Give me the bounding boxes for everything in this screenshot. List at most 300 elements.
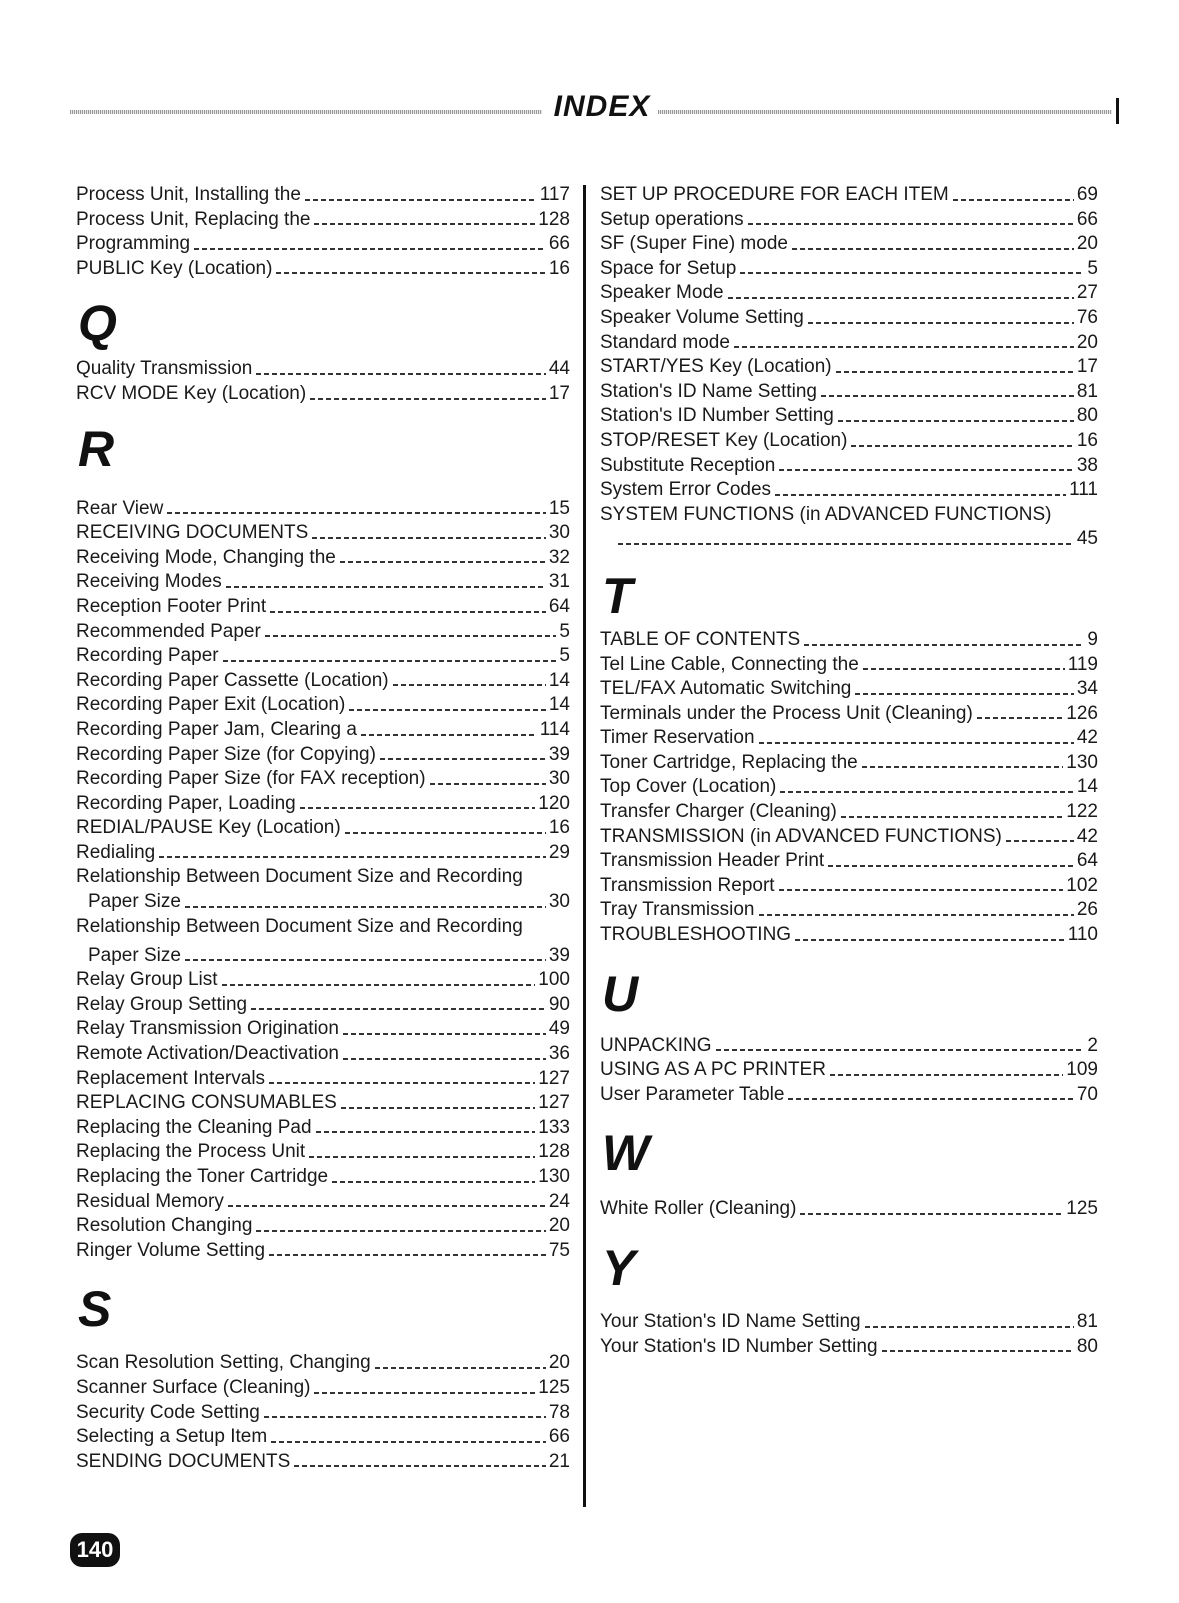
index-entry bbox=[600, 1034, 1098, 1059]
index-entry bbox=[76, 1042, 570, 1067]
index-term: Recommended Paper bbox=[76, 620, 261, 642]
index-term: START/YES Key (Location) bbox=[600, 356, 832, 378]
index-page-number: 102 bbox=[1066, 874, 1098, 896]
dot-leader bbox=[836, 371, 1074, 373]
index-page-number: 16 bbox=[548, 257, 570, 279]
index-entry bbox=[600, 478, 1098, 503]
index-entry bbox=[600, 429, 1098, 454]
index-term: Relay Group Setting bbox=[76, 993, 248, 1015]
dot-leader bbox=[256, 1230, 545, 1232]
dot-leader bbox=[332, 1181, 535, 1183]
index-entry bbox=[76, 232, 570, 257]
index-entry bbox=[76, 357, 570, 382]
dot-leader bbox=[310, 398, 546, 400]
index-page-number: 69 bbox=[1076, 184, 1098, 205]
dot-leader bbox=[841, 816, 1063, 818]
index-entry bbox=[600, 1197, 1098, 1222]
index-term: Recording Paper bbox=[76, 645, 219, 667]
dot-leader bbox=[256, 373, 546, 375]
dot-leader bbox=[759, 742, 1074, 744]
index-entry bbox=[600, 923, 1098, 948]
index-page-number: 14 bbox=[548, 669, 570, 691]
dot-leader bbox=[271, 1441, 546, 1443]
index-entry bbox=[600, 331, 1098, 356]
index-entry bbox=[600, 775, 1098, 800]
index-term: Reception Footer Print bbox=[76, 595, 267, 617]
dot-leader bbox=[361, 734, 537, 736]
index-page-number: 5 bbox=[1087, 257, 1098, 279]
index-page-number: 125 bbox=[538, 1376, 570, 1398]
index-entry bbox=[600, 825, 1098, 850]
index-term: RCV MODE Key (Location) bbox=[76, 382, 307, 404]
index-term: Receiving Mode, Changing the bbox=[76, 546, 336, 568]
index-term: Security Code Setting bbox=[76, 1401, 260, 1423]
index-entry bbox=[600, 874, 1098, 899]
index-page-number: 42 bbox=[1076, 727, 1098, 749]
index-term: Replacing the Process Unit bbox=[76, 1141, 306, 1163]
index-entry bbox=[600, 183, 1098, 208]
page-number-badge: 140 bbox=[70, 1533, 120, 1567]
index-entry bbox=[76, 669, 570, 694]
index-page-number: 31 bbox=[548, 571, 570, 593]
index-term: Your Station's ID Number Setting bbox=[600, 1335, 878, 1357]
index-entry bbox=[76, 570, 570, 595]
index-entry bbox=[600, 1335, 1098, 1360]
index-term: Programming bbox=[76, 233, 191, 255]
index-page-number: 17 bbox=[548, 382, 570, 404]
index-page-number: 122 bbox=[1066, 801, 1098, 823]
index-term: Terminals under the Process Unit (Cleaning) bbox=[600, 702, 973, 724]
index-page-number: 81 bbox=[1076, 1311, 1098, 1332]
index-page-number: 81 bbox=[1076, 380, 1098, 402]
index-term: TABLE OF CONTENTS bbox=[600, 628, 801, 650]
index-term: Process Unit, Replacing the bbox=[76, 208, 311, 230]
index-term: UNPACKING bbox=[600, 1034, 712, 1056]
left-column bbox=[76, 183, 570, 1474]
index-term: User Parameter Table bbox=[600, 1083, 785, 1105]
header-end-bar bbox=[1116, 98, 1119, 124]
section-letter-q: Q bbox=[78, 295, 117, 352]
dot-leader bbox=[882, 1350, 1074, 1352]
index-page-number: 80 bbox=[1076, 405, 1098, 427]
dot-leader bbox=[851, 445, 1073, 447]
index-term: Setup operations bbox=[600, 208, 744, 230]
index-entry bbox=[76, 915, 570, 969]
index-page-number: 120 bbox=[538, 792, 570, 814]
dot-leader bbox=[788, 1098, 1073, 1100]
dot-leader bbox=[779, 889, 1064, 891]
index-group-t bbox=[600, 628, 1098, 948]
index-entry bbox=[600, 800, 1098, 825]
dot-leader bbox=[393, 684, 546, 686]
index-entry bbox=[76, 595, 570, 620]
index-entry bbox=[76, 183, 570, 208]
dot-leader bbox=[185, 959, 546, 961]
index-entry bbox=[76, 1091, 570, 1116]
index-term: Recording Paper Jam, Clearing a bbox=[76, 718, 357, 740]
index-entry bbox=[600, 404, 1098, 429]
index-entry bbox=[600, 1058, 1098, 1083]
index-term: TROUBLESHOOTING bbox=[600, 924, 792, 946]
dot-leader bbox=[340, 561, 546, 563]
index-term: Quality Transmission bbox=[76, 358, 253, 380]
index-term: RECEIVING DOCUMENTS bbox=[76, 522, 309, 544]
index-page-number: 16 bbox=[1076, 429, 1098, 451]
index-entry bbox=[76, 968, 570, 993]
index-term: SYSTEM FUNCTIONS (in ADVANCED FUNCTIONS) bbox=[600, 503, 1052, 525]
dot-leader bbox=[269, 1082, 535, 1084]
index-page-number: 30 bbox=[548, 522, 570, 544]
index-entry bbox=[76, 841, 570, 866]
index-page-number: 64 bbox=[548, 595, 570, 617]
index-entry bbox=[600, 306, 1098, 331]
section-letter-r: R bbox=[78, 420, 115, 477]
index-group-s-cont bbox=[600, 183, 1098, 503]
index-term: REPLACING CONSUMABLES bbox=[76, 1092, 337, 1114]
index-entry bbox=[600, 726, 1098, 751]
section-letter-s: S bbox=[78, 1281, 112, 1338]
index-group-r-a bbox=[76, 497, 570, 866]
index-term: Your Station's ID Name Setting bbox=[600, 1311, 861, 1332]
index-entry bbox=[76, 257, 570, 282]
dot-leader bbox=[222, 984, 536, 986]
index-page-number: 130 bbox=[1066, 751, 1098, 773]
dot-leader bbox=[734, 346, 1074, 348]
index-entry bbox=[76, 1017, 570, 1042]
index-group-w bbox=[600, 1197, 1098, 1222]
index-page-number: 21 bbox=[548, 1450, 570, 1472]
header-rule-right bbox=[658, 110, 1112, 114]
index-entry bbox=[76, 1450, 570, 1475]
index-page-number: 14 bbox=[548, 694, 570, 716]
index-page-number: 109 bbox=[1066, 1059, 1098, 1081]
index-entry bbox=[600, 702, 1098, 727]
index-entry bbox=[600, 355, 1098, 380]
index-term: Receiving Modes bbox=[76, 571, 222, 593]
index-page-number: 38 bbox=[1076, 454, 1098, 476]
index-page-number: 39 bbox=[548, 944, 570, 966]
index-entry bbox=[76, 1140, 570, 1165]
page-header bbox=[70, 90, 1120, 126]
section-letter-w: W bbox=[602, 1125, 650, 1182]
dot-leader bbox=[312, 537, 546, 539]
index-term: Replacement Intervals bbox=[76, 1067, 266, 1089]
dot-leader bbox=[830, 1074, 1063, 1076]
index-term: White Roller (Cleaning) bbox=[600, 1198, 797, 1220]
index-term-continued: Paper Size bbox=[88, 891, 181, 913]
dot-leader bbox=[276, 272, 545, 274]
index-page-number: 20 bbox=[1076, 331, 1098, 353]
index-term: Replacing the Cleaning Pad bbox=[76, 1116, 312, 1138]
index-term: Tel Line Cable, Connecting the bbox=[600, 653, 859, 675]
dot-leader bbox=[863, 668, 1065, 670]
index-page-number: 9 bbox=[1087, 628, 1098, 650]
index-page-number: 117 bbox=[539, 184, 570, 205]
index-page-number: 20 bbox=[548, 1352, 570, 1374]
dot-leader bbox=[270, 611, 546, 613]
index-group-p bbox=[76, 183, 570, 281]
index-entry bbox=[76, 644, 570, 669]
index-entry bbox=[76, 816, 570, 841]
dot-leader bbox=[380, 758, 546, 760]
index-page-number: 128 bbox=[538, 1141, 570, 1163]
index-entry bbox=[76, 1376, 570, 1401]
index-entry bbox=[76, 767, 570, 792]
index-term: Transfer Charger (Cleaning) bbox=[600, 801, 837, 823]
index-term: Relationship Between Document Size and Recording bbox=[76, 866, 523, 888]
index-page-number: 15 bbox=[548, 497, 570, 519]
dot-leader bbox=[251, 1008, 546, 1010]
index-entry bbox=[600, 281, 1098, 306]
index-term: Station's ID Name Setting bbox=[600, 380, 817, 402]
dot-leader bbox=[828, 865, 1074, 867]
index-entry bbox=[76, 1116, 570, 1141]
dot-leader bbox=[343, 1058, 546, 1060]
index-page-number: 100 bbox=[538, 969, 570, 991]
index-page-number: 110 bbox=[1067, 924, 1098, 946]
dot-leader bbox=[855, 693, 1074, 695]
index-group-u bbox=[600, 1034, 1098, 1108]
index-entry bbox=[600, 232, 1098, 257]
index-page-number: 125 bbox=[1066, 1198, 1098, 1220]
index-term: Recording Paper Size (for Copying) bbox=[76, 743, 376, 765]
index-page-number: 130 bbox=[538, 1166, 570, 1187]
index-entry bbox=[600, 849, 1098, 874]
index-page-number: 5 bbox=[559, 620, 570, 642]
index-term: Speaker Volume Setting bbox=[600, 306, 804, 328]
index-entry bbox=[76, 1351, 570, 1376]
dot-leader bbox=[977, 717, 1064, 719]
dot-leader bbox=[343, 1033, 546, 1035]
index-term: Residual Memory bbox=[76, 1190, 224, 1212]
dot-leader bbox=[228, 1205, 546, 1207]
dot-leader bbox=[779, 469, 1074, 471]
index-term: PUBLIC Key (Location) bbox=[76, 257, 273, 279]
index-entry bbox=[76, 693, 570, 718]
index-page-number: 44 bbox=[548, 358, 570, 380]
index-entry bbox=[76, 865, 570, 914]
index-entry bbox=[76, 1190, 570, 1215]
index-term: Selecting a Setup Item bbox=[76, 1426, 268, 1448]
index-group-s bbox=[76, 1351, 570, 1474]
dot-leader bbox=[780, 791, 1073, 793]
dot-leader bbox=[264, 1416, 546, 1418]
index-page-number: 39 bbox=[548, 743, 570, 765]
index-term: Replacing the Toner Cartridge bbox=[76, 1166, 329, 1187]
index-term: Scanner Surface (Cleaning) bbox=[76, 1376, 311, 1398]
index-page-number: 111 bbox=[1069, 479, 1098, 501]
dot-leader bbox=[223, 660, 557, 662]
index-term: Toner Cartridge, Replacing the bbox=[600, 751, 858, 773]
dot-leader bbox=[294, 1465, 546, 1467]
dot-leader bbox=[821, 395, 1074, 397]
index-term: Recording Paper Size (for FAX reception) bbox=[76, 768, 426, 790]
index-page-number: 29 bbox=[548, 841, 570, 863]
dot-leader bbox=[728, 297, 1074, 299]
dot-leader bbox=[265, 635, 557, 637]
dot-leader bbox=[800, 1213, 1063, 1215]
index-term: Space for Setup bbox=[600, 257, 737, 279]
index-page-number: 78 bbox=[548, 1401, 570, 1423]
index-entry bbox=[600, 257, 1098, 282]
dot-leader bbox=[804, 644, 1084, 646]
index-term: Transmission Report bbox=[600, 874, 775, 896]
dot-leader bbox=[795, 939, 1065, 941]
index-page-number: 14 bbox=[1076, 776, 1098, 798]
index-entry bbox=[600, 1310, 1098, 1335]
index-page-number: 128 bbox=[538, 208, 570, 230]
dot-leader bbox=[269, 1254, 546, 1256]
index-page-number: 24 bbox=[548, 1190, 570, 1212]
index-term: TRANSMISSION (in ADVANCED FUNCTIONS) bbox=[600, 825, 1002, 847]
index-term: Top Cover (Location) bbox=[600, 776, 777, 798]
dot-leader bbox=[953, 199, 1074, 201]
index-entry bbox=[600, 653, 1098, 678]
index-term: Transmission Header Print bbox=[600, 850, 825, 872]
index-term: Relay Group List bbox=[76, 969, 218, 991]
dot-leader bbox=[159, 856, 546, 858]
index-page-number: 127 bbox=[538, 1092, 570, 1114]
index-page-number: 70 bbox=[1076, 1083, 1098, 1105]
index-page-number: 76 bbox=[1076, 306, 1098, 328]
dot-leader bbox=[309, 1156, 535, 1158]
dot-leader bbox=[808, 322, 1074, 324]
index-page-number: 119 bbox=[1067, 653, 1098, 675]
index-page-number: 126 bbox=[1066, 702, 1098, 724]
dot-leader bbox=[775, 494, 1066, 496]
dot-leader bbox=[314, 223, 535, 225]
index-term: Standard mode bbox=[600, 331, 730, 353]
index-term: Substitute Reception bbox=[600, 454, 776, 476]
index-term: Process Unit, Installing the bbox=[76, 184, 301, 205]
dot-leader bbox=[345, 832, 546, 834]
index-entry bbox=[600, 208, 1098, 233]
dot-leader bbox=[838, 420, 1074, 422]
index-page-number: 75 bbox=[548, 1239, 570, 1261]
index-entry bbox=[600, 454, 1098, 479]
index-term: Recording Paper, Loading bbox=[76, 792, 296, 814]
dot-leader bbox=[185, 906, 546, 908]
index-page-number: 127 bbox=[538, 1067, 570, 1089]
index-page-number: 133 bbox=[538, 1116, 570, 1138]
index-page-number: 36 bbox=[548, 1043, 570, 1065]
index-term-continued: Paper Size bbox=[88, 944, 181, 966]
index-page-number: 80 bbox=[1076, 1335, 1098, 1357]
index-entry bbox=[76, 1165, 570, 1190]
dot-leader bbox=[792, 248, 1074, 250]
index-page-number: 66 bbox=[1076, 208, 1098, 230]
index-term: USING AS A PC PRINTER bbox=[600, 1059, 826, 1081]
dot-leader bbox=[618, 543, 1074, 545]
dot-leader bbox=[430, 783, 546, 785]
index-entry bbox=[600, 751, 1098, 776]
index-term: Relationship Between Document Size and Recording bbox=[76, 915, 523, 937]
index-entry bbox=[76, 546, 570, 571]
index-page-number: 20 bbox=[1076, 233, 1098, 255]
index-group-r-b bbox=[76, 968, 570, 1263]
index-page-number: 45 bbox=[1076, 528, 1098, 550]
dot-leader bbox=[716, 1049, 1085, 1051]
index-entry bbox=[76, 208, 570, 233]
dot-leader bbox=[226, 586, 546, 588]
index-entry bbox=[600, 628, 1098, 653]
index-entry bbox=[600, 898, 1098, 923]
index-term: Rear View bbox=[76, 497, 164, 519]
index-entry bbox=[600, 1083, 1098, 1108]
index-page-number: 17 bbox=[1076, 356, 1098, 378]
index-entry bbox=[76, 1239, 570, 1264]
index-term: Tray Transmission bbox=[600, 899, 755, 921]
index-page-number: 27 bbox=[1076, 282, 1098, 304]
index-entry bbox=[76, 792, 570, 817]
dot-leader bbox=[316, 1131, 536, 1133]
index-term: TEL/FAX Automatic Switching bbox=[600, 678, 852, 700]
index-entry bbox=[76, 1067, 570, 1092]
section-letter-t: T bbox=[602, 567, 633, 624]
dot-leader bbox=[194, 248, 546, 250]
index-group-y bbox=[600, 1310, 1098, 1359]
index-page-number: 5 bbox=[559, 645, 570, 667]
dot-leader bbox=[300, 807, 536, 809]
index-term: SET UP PROCEDURE FOR EACH ITEM bbox=[600, 184, 949, 205]
index-term: System Error Codes bbox=[600, 479, 772, 501]
index-term: Remote Activation/Deactivation bbox=[76, 1043, 339, 1065]
dot-leader bbox=[865, 1326, 1074, 1328]
dot-leader bbox=[862, 766, 1064, 768]
dot-leader bbox=[349, 709, 546, 711]
index-term: Ringer Volume Setting bbox=[76, 1239, 266, 1261]
index-page-number: 66 bbox=[548, 1426, 570, 1448]
index-page-number: 30 bbox=[548, 891, 570, 913]
index-page-number: 42 bbox=[1076, 825, 1098, 847]
index-term: Timer Reservation bbox=[600, 727, 755, 749]
index-term: Station's ID Number Setting bbox=[600, 405, 834, 427]
index-entry bbox=[76, 1425, 570, 1450]
index-term: STOP/RESET Key (Location) bbox=[600, 429, 848, 451]
index-page-number: 20 bbox=[548, 1215, 570, 1237]
index-term: REDIAL/PAUSE Key (Location) bbox=[76, 817, 341, 839]
section-letter-y: Y bbox=[602, 1240, 636, 1296]
index-entry bbox=[76, 993, 570, 1018]
dot-leader bbox=[341, 1107, 536, 1109]
dot-leader bbox=[759, 914, 1074, 916]
dot-leader bbox=[314, 1392, 535, 1394]
index-entry bbox=[76, 718, 570, 743]
index-term: Speaker Mode bbox=[600, 282, 724, 304]
index-entry bbox=[600, 503, 1098, 552]
index-page-number: 2 bbox=[1087, 1034, 1098, 1056]
index-page-number: 30 bbox=[548, 768, 570, 790]
index-entry bbox=[600, 380, 1098, 405]
index-entry bbox=[76, 743, 570, 768]
dot-leader bbox=[740, 272, 1084, 274]
index-page-number: 16 bbox=[548, 817, 570, 839]
index-page-number: 49 bbox=[548, 1018, 570, 1040]
index-page-number: 64 bbox=[1076, 850, 1098, 872]
index-page-number: 34 bbox=[1076, 678, 1098, 700]
index-term: Recording Paper Cassette (Location) bbox=[76, 669, 389, 691]
index-term: SENDING DOCUMENTS bbox=[76, 1450, 291, 1472]
index-page-number: 32 bbox=[548, 546, 570, 568]
dot-leader bbox=[748, 223, 1074, 225]
index-entry bbox=[76, 497, 570, 522]
column-divider bbox=[583, 185, 586, 1507]
index-entry bbox=[76, 382, 570, 407]
index-entry bbox=[76, 1214, 570, 1239]
index-term: SF (Super Fine) mode bbox=[600, 233, 788, 255]
index-term: Redialing bbox=[76, 841, 156, 863]
index-entry bbox=[76, 1401, 570, 1426]
